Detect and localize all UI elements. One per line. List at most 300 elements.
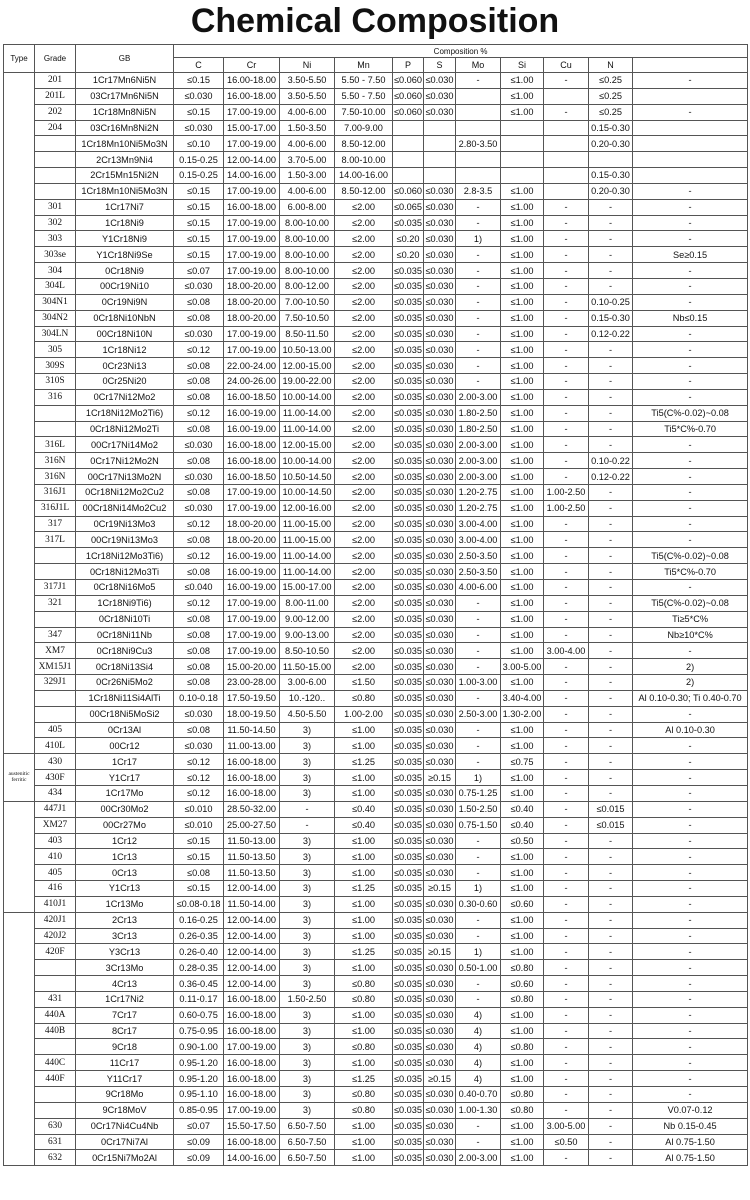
element-cell: - — [633, 469, 748, 485]
element-cell: - — [633, 374, 748, 390]
element-cell: ≤0.15 — [174, 849, 224, 865]
element-cell: - — [544, 754, 589, 770]
type-group-cell — [4, 73, 35, 754]
element-cell: ≤1.00 — [335, 722, 393, 738]
element-cell: ≤0.035 — [393, 532, 424, 548]
element-cell: 0.10-0.25 — [589, 294, 633, 310]
element-cell: ≤1.00 — [501, 358, 544, 374]
element-cell: ≤1.00 — [501, 215, 544, 231]
element-cell: 3) — [280, 785, 335, 801]
element-cell: - — [633, 183, 748, 199]
element-cell: - — [544, 881, 589, 897]
element-cell: ≤0.035 — [393, 785, 424, 801]
grade-cell — [35, 421, 76, 437]
element-cell: ≤0.030 — [424, 310, 456, 326]
element-cell: Ti5(C%-0.02)~0.08 — [633, 595, 748, 611]
element-cell: Nb≤0.15 — [633, 310, 748, 326]
element-cell: - — [544, 1071, 589, 1087]
element-cell: - — [544, 215, 589, 231]
element-cell: Nb 0.15-0.45 — [633, 1118, 748, 1134]
element-cell: Al 0.75-1.50 — [633, 1150, 748, 1166]
grade-cell: 304N1 — [35, 294, 76, 310]
grade-cell: 304N2 — [35, 310, 76, 326]
element-cell — [544, 88, 589, 104]
element-cell — [456, 120, 501, 136]
element-cell: ≤0.07 — [174, 263, 224, 279]
element-cell: 6.50-7.50 — [280, 1118, 335, 1134]
element-cell: ≤0.035 — [393, 215, 424, 231]
element-cell: ≤0.030 — [424, 342, 456, 358]
element-cell: 3) — [280, 1055, 335, 1071]
gb-cell: 2Cr13 — [76, 912, 174, 928]
gb-cell: Y1Cr18Ni9 — [76, 231, 174, 247]
element-cell: Ti5(C%-0.02)~0.08 — [633, 548, 748, 564]
table-row — [4, 1039, 748, 1055]
element-cell: ≤2.00 — [335, 215, 393, 231]
table-row — [4, 928, 748, 944]
element-cell: 0.20-0.30 — [589, 136, 633, 152]
element-cell: 3) — [280, 1087, 335, 1103]
table-row — [4, 152, 748, 168]
element-cell: - — [633, 278, 748, 294]
element-cell: ≤0.80 — [501, 1039, 544, 1055]
grade-cell: 316L — [35, 437, 76, 453]
element-cell — [501, 152, 544, 168]
element-cell: - — [633, 865, 748, 881]
element-cell: 1.30-2.00 — [501, 706, 544, 722]
gb-cell: 0Cr13 — [76, 865, 174, 881]
element-cell: ≤0.030 — [424, 278, 456, 294]
element-cell: ≤0.035 — [393, 564, 424, 580]
element-cell: ≤0.08 — [174, 453, 224, 469]
table-row — [4, 595, 748, 611]
element-cell: ≤2.00 — [335, 627, 393, 643]
element-cell: 7.50-10.50 — [280, 310, 335, 326]
element-cell: 17.00-19.00 — [224, 1039, 280, 1055]
element-cell: - — [544, 247, 589, 263]
element-cell: - — [456, 199, 501, 215]
element-cell: 1.20-2.75 — [456, 500, 501, 516]
element-cell: 3.70-5.00 — [280, 152, 335, 168]
table-row — [4, 310, 748, 326]
element-cell: - — [544, 976, 589, 992]
element-cell: 17.00-19.00 — [224, 643, 280, 659]
grade-cell: 204 — [35, 120, 76, 136]
gb-cell: 0Cr18Ni11Nb — [76, 627, 174, 643]
element-cell: - — [456, 294, 501, 310]
grade-cell — [35, 706, 76, 722]
table-row — [4, 104, 748, 120]
grade-cell: 630 — [35, 1118, 76, 1134]
element-cell: ≤2.00 — [335, 326, 393, 342]
element-cell: ≤0.80 — [335, 991, 393, 1007]
element-cell: 0.16-0.25 — [174, 912, 224, 928]
element-cell: ≤1.00 — [501, 627, 544, 643]
element-cell: 16.00-18.00 — [224, 991, 280, 1007]
element-cell: 0.15-0.25 — [174, 152, 224, 168]
table-row — [4, 564, 748, 580]
element-cell: ≤0.030 — [424, 580, 456, 596]
element-cell: 3.00-5.00 — [501, 659, 544, 675]
element-cell: - — [633, 199, 748, 215]
element-cell: ≤1.00 — [501, 469, 544, 485]
gb-cell: 1Cr18Ni12Mo2Ti6) — [76, 405, 174, 421]
grade-cell: 310S — [35, 374, 76, 390]
element-cell: - — [456, 278, 501, 294]
element-cell: - — [456, 738, 501, 754]
grade-cell — [35, 960, 76, 976]
element-cell: 12.00-16.00 — [280, 500, 335, 516]
grade-cell — [35, 1039, 76, 1055]
element-cell: ≤1.00 — [501, 104, 544, 120]
element-cell: 0.75-0.95 — [174, 1023, 224, 1039]
element-cell: - — [456, 659, 501, 675]
gb-cell: 2Cr15Mn15Ni2N — [76, 168, 174, 184]
element-cell: ≤0.030 — [424, 263, 456, 279]
element-cell: ≤1.00 — [501, 1007, 544, 1023]
element-cell: - — [456, 326, 501, 342]
element-cell: ≤0.80 — [335, 1087, 393, 1103]
element-cell: ≤0.08 — [174, 611, 224, 627]
element-cell: - — [633, 643, 748, 659]
element-cell: ≤0.035 — [393, 580, 424, 596]
element-cell: ≤0.40 — [335, 817, 393, 833]
element-cell: ≤0.035 — [393, 738, 424, 754]
element-cell: ≤0.40 — [335, 801, 393, 817]
grade-cell: 447J1 — [35, 801, 76, 817]
table-row — [4, 215, 748, 231]
element-cell: - — [456, 215, 501, 231]
element-cell: - — [456, 73, 501, 89]
table-row — [4, 675, 748, 691]
element-cell: 3) — [280, 770, 335, 786]
element-cell: 0.10-0.22 — [589, 453, 633, 469]
table-row — [4, 358, 748, 374]
gb-cell: 1Cr18Mn8Ni5N — [76, 104, 174, 120]
element-cell: - — [633, 326, 748, 342]
table-row — [4, 1071, 748, 1087]
element-cell: ≤0.15 — [174, 881, 224, 897]
element-cell: 1.00-2.50 — [544, 484, 589, 500]
element-cell: ≤0.12 — [174, 516, 224, 532]
grade-cell: 405 — [35, 865, 76, 881]
grade-cell: 316N — [35, 469, 76, 485]
element-cell — [501, 136, 544, 152]
element-cell: 8.50-12.00 — [335, 183, 393, 199]
element-cell: 16.00-18.00 — [224, 73, 280, 89]
element-cell: 0.12-0.22 — [589, 326, 633, 342]
element-cell: ≤0.060 — [393, 183, 424, 199]
element-header — [633, 58, 748, 73]
element-cell: 17.00-19.00 — [224, 247, 280, 263]
element-cell: ≤1.00 — [501, 389, 544, 405]
element-cell: ≤0.15 — [174, 199, 224, 215]
gb-cell: 1Cr17Mo — [76, 785, 174, 801]
element-cell: 2.8-3.5 — [456, 183, 501, 199]
element-cell: ≤1.00 — [501, 738, 544, 754]
element-cell: - — [589, 278, 633, 294]
element-cell: 15.00-17.00 — [224, 120, 280, 136]
grade-cell: 321 — [35, 595, 76, 611]
element-cell: ≤0.035 — [393, 310, 424, 326]
element-cell: 0.20-0.30 — [589, 183, 633, 199]
table-row — [4, 1087, 748, 1103]
table-row — [4, 453, 748, 469]
element-cell — [633, 88, 748, 104]
element-cell: - — [544, 580, 589, 596]
element-cell: ≤0.035 — [393, 469, 424, 485]
element-cell: ≤0.030 — [424, 453, 456, 469]
element-cell: 17.00-19.00 — [224, 611, 280, 627]
element-cell: ≤0.035 — [393, 896, 424, 912]
element-cell: 8.00-10.00 — [280, 231, 335, 247]
gb-cell: 03Cr16Mn8Ni2N — [76, 120, 174, 136]
element-cell: 1.50-3.50 — [280, 120, 335, 136]
element-cell: 16.00-18.00 — [224, 770, 280, 786]
element-cell: ≤0.035 — [393, 801, 424, 817]
grade-cell: 430 — [35, 754, 76, 770]
element-cell: ≤0.030 — [424, 706, 456, 722]
element-cell: 11.50-13.50 — [224, 865, 280, 881]
table-row — [4, 342, 748, 358]
grade-cell: 201 — [35, 73, 76, 89]
element-cell: 19.00-22.00 — [280, 374, 335, 390]
element-cell: - — [544, 944, 589, 960]
element-cell: ≤0.015 — [589, 817, 633, 833]
table-row — [4, 801, 748, 817]
element-cell: ≤0.030 — [424, 326, 456, 342]
grade-cell: 420J2 — [35, 928, 76, 944]
element-cell: 0.15-0.30 — [589, 120, 633, 136]
element-cell: 3) — [280, 1071, 335, 1087]
element-cell: ≤1.00 — [501, 548, 544, 564]
element-cell: - — [544, 770, 589, 786]
element-cell: - — [456, 722, 501, 738]
element-cell: - — [589, 532, 633, 548]
table-row — [4, 199, 748, 215]
element-cell: 4.00-6.00 — [280, 104, 335, 120]
element-cell: ≤0.40 — [501, 817, 544, 833]
element-header: Mn — [335, 58, 393, 73]
element-cell: 4) — [456, 1071, 501, 1087]
element-cell: 1.00-3.00 — [456, 675, 501, 691]
element-cell: 16.00-19.00 — [224, 564, 280, 580]
grade-cell — [35, 1087, 76, 1103]
gb-cell: 00Cr18Ni5MoSi2 — [76, 706, 174, 722]
element-header: N — [589, 58, 633, 73]
type-group-cell — [4, 801, 35, 912]
grade-cell: 309S — [35, 358, 76, 374]
element-cell: ≤0.12 — [174, 405, 224, 421]
grade-cell: 410J1 — [35, 896, 76, 912]
element-cell: 16.00-19.00 — [224, 405, 280, 421]
gb-cell: Y3Cr13 — [76, 944, 174, 960]
table-row — [4, 991, 748, 1007]
element-cell: ≤0.08 — [174, 294, 224, 310]
element-cell: ≤0.030 — [424, 516, 456, 532]
element-cell: 11.50-14.50 — [224, 722, 280, 738]
element-cell: ≤1.00 — [501, 231, 544, 247]
element-cell: ≤0.035 — [393, 405, 424, 421]
element-cell: ≤0.030 — [174, 706, 224, 722]
element-cell: ≤1.00 — [501, 247, 544, 263]
element-cell: 25.00-27.50 — [224, 817, 280, 833]
element-cell: - — [544, 294, 589, 310]
element-cell: 0.10-0.18 — [174, 690, 224, 706]
element-cell: ≤1.00 — [335, 1118, 393, 1134]
element-cell: - — [589, 389, 633, 405]
element-cell: - — [633, 896, 748, 912]
element-cell: 11.50-13.50 — [224, 849, 280, 865]
grade-cell: 316J1 — [35, 484, 76, 500]
element-cell: 8.00-10.00 — [280, 263, 335, 279]
table-row — [4, 738, 748, 754]
element-cell: - — [544, 801, 589, 817]
gb-cell: 7Cr17 — [76, 1007, 174, 1023]
element-cell: ≤2.00 — [335, 548, 393, 564]
element-cell: ≤0.035 — [393, 294, 424, 310]
gb-cell: 4Cr13 — [76, 976, 174, 992]
element-cell: 15.00-17.00 — [280, 580, 335, 596]
element-cell: ≤0.12 — [174, 342, 224, 358]
element-cell — [424, 136, 456, 152]
table-row — [4, 770, 748, 786]
grade-cell — [35, 152, 76, 168]
element-cell: 15.00-20.00 — [224, 659, 280, 675]
element-cell: - — [633, 1007, 748, 1023]
element-cell: - — [544, 437, 589, 453]
element-cell: ≤0.030 — [424, 374, 456, 390]
element-cell: 4.00-6.00 — [280, 183, 335, 199]
element-cell: 1.50-3.00 — [280, 168, 335, 184]
grade-header: Grade — [35, 45, 76, 73]
table-row — [4, 1007, 748, 1023]
gb-cell: 1Cr18Mn10Ni5Mo3N — [76, 183, 174, 199]
grade-cell: 301 — [35, 199, 76, 215]
element-cell: ≤2.00 — [335, 643, 393, 659]
element-cell: ≤0.15 — [174, 104, 224, 120]
element-cell: 1.80-2.50 — [456, 405, 501, 421]
element-cell: - — [544, 738, 589, 754]
element-cell: ≤1.00 — [501, 278, 544, 294]
gb-cell: 1Cr18Ni9 — [76, 215, 174, 231]
gb-cell: 1Cr17Mn6Ni5N — [76, 73, 174, 89]
table-row — [4, 405, 748, 421]
table-row — [4, 659, 748, 675]
element-cell: ≥0.15 — [424, 1071, 456, 1087]
element-cell: ≤0.15 — [174, 247, 224, 263]
gb-cell: 0Cr18Ni12Mo2Ti — [76, 421, 174, 437]
element-cell: - — [589, 437, 633, 453]
element-cell: 12.00-14.00 — [224, 960, 280, 976]
element-cell — [456, 88, 501, 104]
element-cell: - — [633, 358, 748, 374]
element-cell: 2.50-3.50 — [456, 548, 501, 564]
element-cell: 5.50 - 7.50 — [335, 88, 393, 104]
element-cell: ≤1.00 — [501, 199, 544, 215]
element-cell: ≤0.035 — [393, 991, 424, 1007]
element-cell: ≤2.00 — [335, 580, 393, 596]
element-cell: - — [544, 991, 589, 1007]
element-cell: V0.07-0.12 — [633, 1102, 748, 1118]
element-header: Cu — [544, 58, 589, 73]
table-row — [4, 865, 748, 881]
element-cell: ≤1.00 — [335, 849, 393, 865]
element-cell: ≤0.060 — [393, 73, 424, 89]
element-cell: ≤0.07 — [174, 1118, 224, 1134]
element-cell: ≤0.030 — [424, 690, 456, 706]
element-cell: 8.00-12.00 — [280, 278, 335, 294]
gb-cell: 1Cr18Ni12 — [76, 342, 174, 358]
element-cell: ≤0.030 — [424, 896, 456, 912]
element-cell: - — [589, 627, 633, 643]
gb-cell: Y11Cr17 — [76, 1071, 174, 1087]
element-cell: ≤0.08 — [174, 421, 224, 437]
grade-cell: 430F — [35, 770, 76, 786]
element-cell — [393, 120, 424, 136]
element-cell: - — [633, 770, 748, 786]
element-cell: 11.00-14.00 — [280, 548, 335, 564]
element-cell: 2.50-3.00 — [456, 706, 501, 722]
table-row — [4, 231, 748, 247]
element-cell: ≤0.60 — [501, 896, 544, 912]
composition-header: Composition % — [174, 45, 748, 58]
element-cell: ≤0.035 — [393, 865, 424, 881]
element-cell: ≤0.030 — [424, 833, 456, 849]
element-cell: - — [633, 231, 748, 247]
element-cell: ≤1.00 — [335, 1023, 393, 1039]
element-cell: - — [589, 263, 633, 279]
grade-cell: XM15J1 — [35, 659, 76, 675]
grade-cell — [35, 1102, 76, 1118]
element-cell: 16.00-18.00 — [224, 1087, 280, 1103]
gb-cell: 0Cr15Ni7Mo2Al — [76, 1150, 174, 1166]
element-cell: 17.00-19.00 — [224, 231, 280, 247]
element-cell: 0.40-0.70 — [456, 1087, 501, 1103]
element-cell: ≤0.08-0.18 — [174, 896, 224, 912]
element-cell: 3) — [280, 1039, 335, 1055]
gb-cell: 0Cr18Ni13Si4 — [76, 659, 174, 675]
element-header: Ni — [280, 58, 335, 73]
element-cell: ≤2.00 — [335, 516, 393, 532]
element-cell: ≤0.030 — [424, 1039, 456, 1055]
element-cell: ≤0.030 — [174, 278, 224, 294]
element-cell: ≤0.035 — [393, 770, 424, 786]
table-row — [4, 421, 748, 437]
element-cell: - — [544, 627, 589, 643]
element-cell: 0.85-0.95 — [174, 1102, 224, 1118]
gb-cell: 0Cr17Ni12Mo2N — [76, 453, 174, 469]
element-cell: 2.50-3.50 — [456, 564, 501, 580]
table-row — [4, 833, 748, 849]
element-cell: ≤0.09 — [174, 1134, 224, 1150]
element-cell: ≤0.035 — [393, 928, 424, 944]
element-cell: - — [633, 580, 748, 596]
element-cell: - — [633, 817, 748, 833]
element-cell: - — [544, 73, 589, 89]
element-cell: - — [544, 659, 589, 675]
element-cell: ≤0.08 — [174, 564, 224, 580]
element-cell: - — [633, 881, 748, 897]
element-cell: ≤0.035 — [393, 516, 424, 532]
element-cell: - — [589, 215, 633, 231]
element-cell: ≤1.00 — [501, 722, 544, 738]
element-cell: ≤0.035 — [393, 548, 424, 564]
element-cell — [633, 136, 748, 152]
element-cell: 2.00-3.00 — [456, 1150, 501, 1166]
element-cell — [424, 152, 456, 168]
element-cell: - — [544, 896, 589, 912]
